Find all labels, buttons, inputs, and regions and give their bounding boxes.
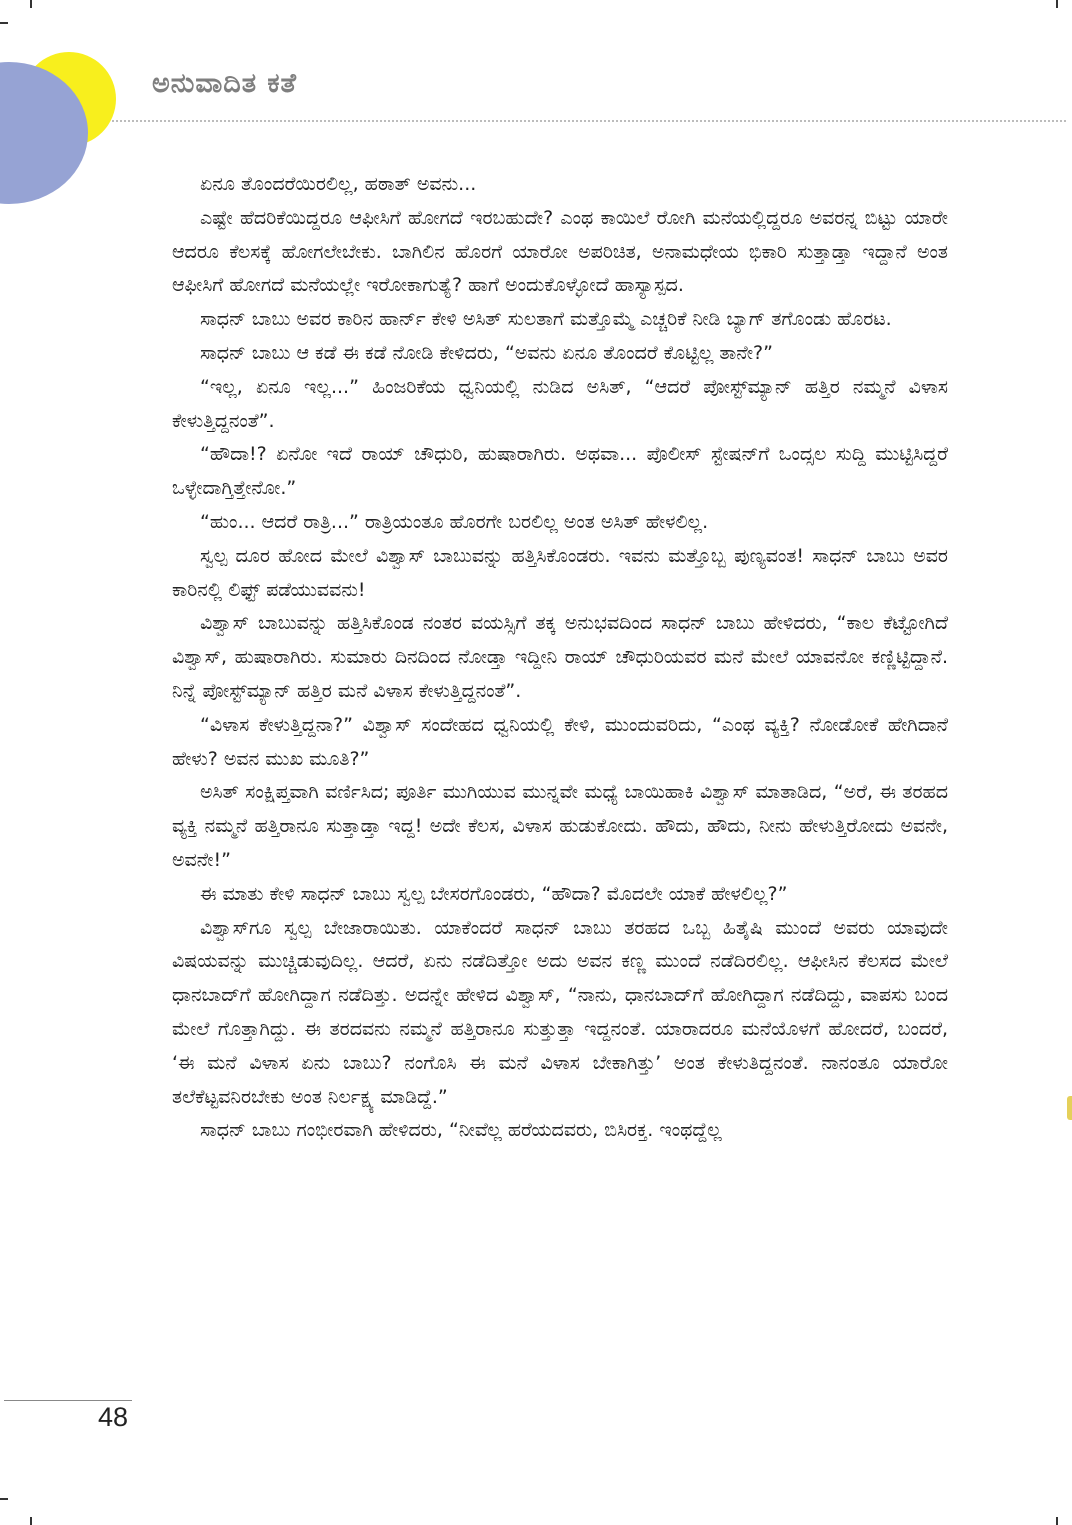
paragraph: ಸಾಧನ್ ಬಾಬು ಅವರ ಕಾರಿನ ಹಾರ್ನ್ ಕೇಳಿ ಅಸಿತ್ ಸುಲತಾಗೆ ಮತ್ತೊಮ್ಮೆ ಎಚ್ಚರಿಕೆ ನೀಡಿ ಬ್ಯಾಗ್ ತಗೊಂಡು ಹೊರಟ. <box>200 308 892 331</box>
paragraph: ಸಾಧನ್ ಬಾಬು ಆ ಕಡೆ ಈ ಕಡೆ ನೋಡಿ ಕೇಳಿದರು, “ಅವನು ಏನೂ ತೊಂದರೆ ಕೊಟ್ಟಿಲ್ಲ ತಾನೇ?” <box>200 341 773 364</box>
crop-mark <box>30 1517 32 1525</box>
paragraph: “ಇಲ್ಲ, ಏನೂ ಇಲ್ಲ...” ಹಿಂಜರಿಕೆಯ ಧ್ವನಿಯಲ್ಲಿ ನುಡಿದ ಅಸಿತ್, “ಆದರೆ ಪೋಸ್ಟ್‌ಮ್ಯಾನ್ ಹತ್ತಿರ ನಮ್ಮನೆ ವಿಳಾಸ ಕೇಳುತ್ತಿದ್ದನಂತೆ”. <box>172 375 948 432</box>
paragraph: ಎಷ್ಟೇ ಹೆದರಿಕೆಯಿದ್ದರೂ ಆಫೀಸಿಗೆ ಹೋಗದೆ ಇರಬಹುದೇ? ಎಂಥ ಕಾಯಿಲೆ ರೋಗಿ ಮನೆಯಲ್ಲಿದ್ದರೂ ಅವರನ್ನ ಬಿಟ್ಟು ಯಾರೇ ಆದರೂ ಕೆಲಸಕ್ಕೆ ಹೋಗಲೇಬೇಕು. ಬಾಗಿಲಿನ ಹೊರಗೆ ಯಾರೋ ಅಪರಿಚಿತ, ಅನಾಮಧೇಯ ಭಿಕಾರಿ ಸುತ್ತಾಡ್ತಾ ಇದ್ದಾನೆ ಅಂತ ಆಫೀಸಿಗೆ ಹೋಗದೆ ಮನೆಯಲ್ಲೇ ಇರೋಕಾಗುತ್ಯೆ? ಹಾಗೆ ಅಂದುಕೊಳ್ಳೋದೆ ಹಾಸ್ಯಾಸ್ಪದ. <box>172 206 948 297</box>
paragraph: “ವಿಳಾಸ ಕೇಳುತ್ತಿದ್ದನಾ?” ವಿಶ್ವಾಸ್ ಸಂದೇಹದ ಧ್ವನಿಯಲ್ಲಿ ಕೇಳಿ, ಮುಂದುವರಿದು, “ಎಂಥ ವ್ಯಕ್ತಿ? ನೋಡೋಕೆ ಹೇಗಿದಾನೆ ಹೇಳು? ಅವನ ಮುಖ ಮೂತಿ?” <box>172 713 948 770</box>
footer-divider <box>4 1400 132 1401</box>
paragraph: “ಹೌದಾ!? ಏನೋ ಇದೆ ರಾಯ್ ಚೌಧುರಿ, ಹುಷಾರಾಗಿರು. ಅಥವಾ... ಪೊಲೀಸ್ ಸ್ಟೇಷನ್‌ಗೆ ಒಂದ್ಸಲ ಸುದ್ದಿ ಮುಟ್ಟಿಸಿದ್ದರೆ ಒಳ್ಳೇದಾಗ್ತಿತ್ತೇನೋ.” <box>172 443 948 500</box>
paragraph: ಅಸಿತ್ ಸಂಕ್ಷಿಪ್ತವಾಗಿ ವರ್ಣಿಸಿದ; ಪೂರ್ತಿ ಮುಗಿಯುವ ಮುನ್ನವೇ ಮಧ್ಯೆ ಬಾಯಿಹಾಕಿ ವಿಶ್ವಾಸ್ ಮಾತಾಡಿದ, “ಅರೆ, ಈ ತರಹದ ವ್ಯಕ್ತಿ ನಮ್ಮನೆ ಹತ್ತಿರಾನೂ ಸುತ್ತಾಡ್ತಾ ಇದ್ದ! ಅದೇ ಕೆಲಸ, ವಿಳಾಸ ಹುಡುಕೋದು. ಹೌದು, ಹೌದು, ನೀನು ಹೇಳುತ್ತಿರೋದು ಅವನೇ, ಅವನೇ!” <box>172 781 948 871</box>
crop-mark <box>1056 1517 1058 1525</box>
paragraph: ಸ್ವಲ್ಪ ದೂರ ಹೋದ ಮೇಲೆ ವಿಶ್ವಾಸ್ ಬಾಬುವನ್ನು ಹತ್ತಿಸಿಕೊಂಡರು. ಇವನು ಮತ್ತೊಬ್ಬ ಪುಣ್ಯವಂತ! ಸಾಧನ್ ಬಾಬು ಅವರ ಕಾರಿನಲ್ಲಿ ಲಿಫ್ಟ್ ಪಡೆಯುವವನು! <box>172 544 948 601</box>
story-body <box>172 168 948 1148</box>
crop-mark <box>1056 0 1058 8</box>
paragraph: ಏನೂ ತೊಂದರೆಯಿರಲಿಲ್ಲ, ಹಠಾತ್ ಅವನು... <box>200 173 477 195</box>
crop-mark <box>30 0 32 8</box>
header-dotted-divider <box>112 120 1066 122</box>
crop-mark <box>0 1498 8 1500</box>
paragraph: ಸಾಧನ್ ಬಾಬು ಗಂಭೀರವಾಗಿ ಹೇಳಿದರು, “ನೀವೆಲ್ಲ ಹರೆಯದವರು, ಬಿಸಿರಕ್ತ. ಇಂಥದ್ದೆಲ್ಲ <box>200 1119 722 1142</box>
page-number: 48 <box>98 1402 129 1432</box>
paragraph: ವಿಶ್ವಾಸ್ ಬಾಬುವನ್ನು ಹತ್ತಿಸಿಕೊಂಡ ನಂತರ ವಯಸ್ಸಿಗೆ ತಕ್ಕ ಅನುಭವದಿಂದ ಸಾಧನ್ ಬಾಬು ಹೇಳಿದರು, “ಕಾಲ ಕೆಟ್ಟೋಗಿದೆ ವಿಶ್ವಾಸ್, ಹುಷಾರಾಗಿರು. ಸುಮಾರು ದಿನದಿಂದ ನೋಡ್ತಾ ಇದ್ದೀನಿ ರಾಯ್ ಚೌಧುರಿಯವರ ಮನೆ ಮೇಲೆ ಯಾವನೋ ಕಣ್ಣಿಟ್ಟಿದ್ದಾನೆ. ನಿನ್ನೆ ಪೋಸ್ಟ್‌ಮ್ಯಾನ್ ಹತ್ತಿರ ಮನೆ ವಿಳಾಸ ಕೇಳುತ್ತಿದ್ದನಂತೆ”. <box>172 612 948 702</box>
page-edge-marker <box>1067 1096 1072 1120</box>
paragraph: “ಹುಂ... ಆದರೆ ರಾತ್ರಿ...” ರಾತ್ರಿಯಂತೂ ಹೊರಗೇ ಬರಲಿಲ್ಲ ಅಂತ ಅಸಿತ್ ಹೇಳಲಿಲ್ಲ. <box>200 510 709 533</box>
paragraph: ಈ ಮಾತು ಕೇಳಿ ಸಾಧನ್ ಬಾಬು ಸ್ವಲ್ಪ ಬೇಸರಗೊಂಡರು, “ಹೌದಾ? ಮೊದಲೇ ಯಾಕೆ ಹೇಳಲಿಲ್ಲ?” <box>200 882 788 905</box>
decorative-blue-circle <box>0 62 88 204</box>
paragraph: ವಿಶ್ವಾಸ್‌ಗೂ ಸ್ವಲ್ಪ ಬೇಜಾರಾಯಿತು. ಯಾಕೆಂದರೆ ಸಾಧನ್ ಬಾಬು ತರಹದ ಒಬ್ಬ ಹಿತೈಷಿ ಮುಂದೆ ಅವರು ಯಾವುದೇ ವಿಷಯವನ್ನು ಮುಚ್ಚಿಡುವುದಿಲ್ಲ. ಆದರೆ, ಏನು ನಡೆದಿತ್ತೋ ಅದು ಅವನ ಕಣ್ಣ ಮುಂದೆ ನಡೆದಿರಲಿಲ್ಲ. ಆಫೀಸಿನ ಕೆಲಸದ ಮೇಲೆ ಧಾನಬಾದ್‌ಗೆ ಹೋಗಿದ್ದಾಗ ನಡೆದಿತ್ತು. ಅದನ್ನೇ ಹೇಳಿದ ವಿಶ್ವಾಸ್, “ನಾನು, ಧಾನಬಾದ್‌ಗೆ ಹೋಗಿದ್ದಾಗ ನಡೆದಿದ್ದು, ವಾಪಸು ಬಂದ ಮೇಲೆ ಗೊತ್ತಾಗಿದ್ದು. ಈ ತರದವನು ನಮ್ಮನೆ ಹತ್ತಿರಾನೂ ಸುತ್ತುತ್ತಾ ಇದ್ದನಂತೆ. ಯಾರಾದರೂ ಮನೆಯೊಳಗೆ ಹೋದರೆ, ಬಂದರೆ, ‘ಈ ಮನೆ ವಿಳಾಸ ಏನು ಬಾಬು? ನಂಗೊಸಿ ಈ ಮನೆ ವಿಳಾಸ ಬೇಕಾಗಿತ್ತು’ ಅಂತ ಕೇಳುತಿದ್ದನಂತೆ. ನಾನಂತೂ ಯಾರೋ ತಲೆಕೆಟ್ಟವನಿರಬೇಕು ಅಂತ ನಿರ್ಲಕ್ಷ್ಯ ಮಾಡಿದ್ದೆ.” <box>172 916 948 1108</box>
crop-mark <box>0 22 8 24</box>
section-title: ಅನುವಾದಿತ ಕತೆ <box>152 68 297 99</box>
